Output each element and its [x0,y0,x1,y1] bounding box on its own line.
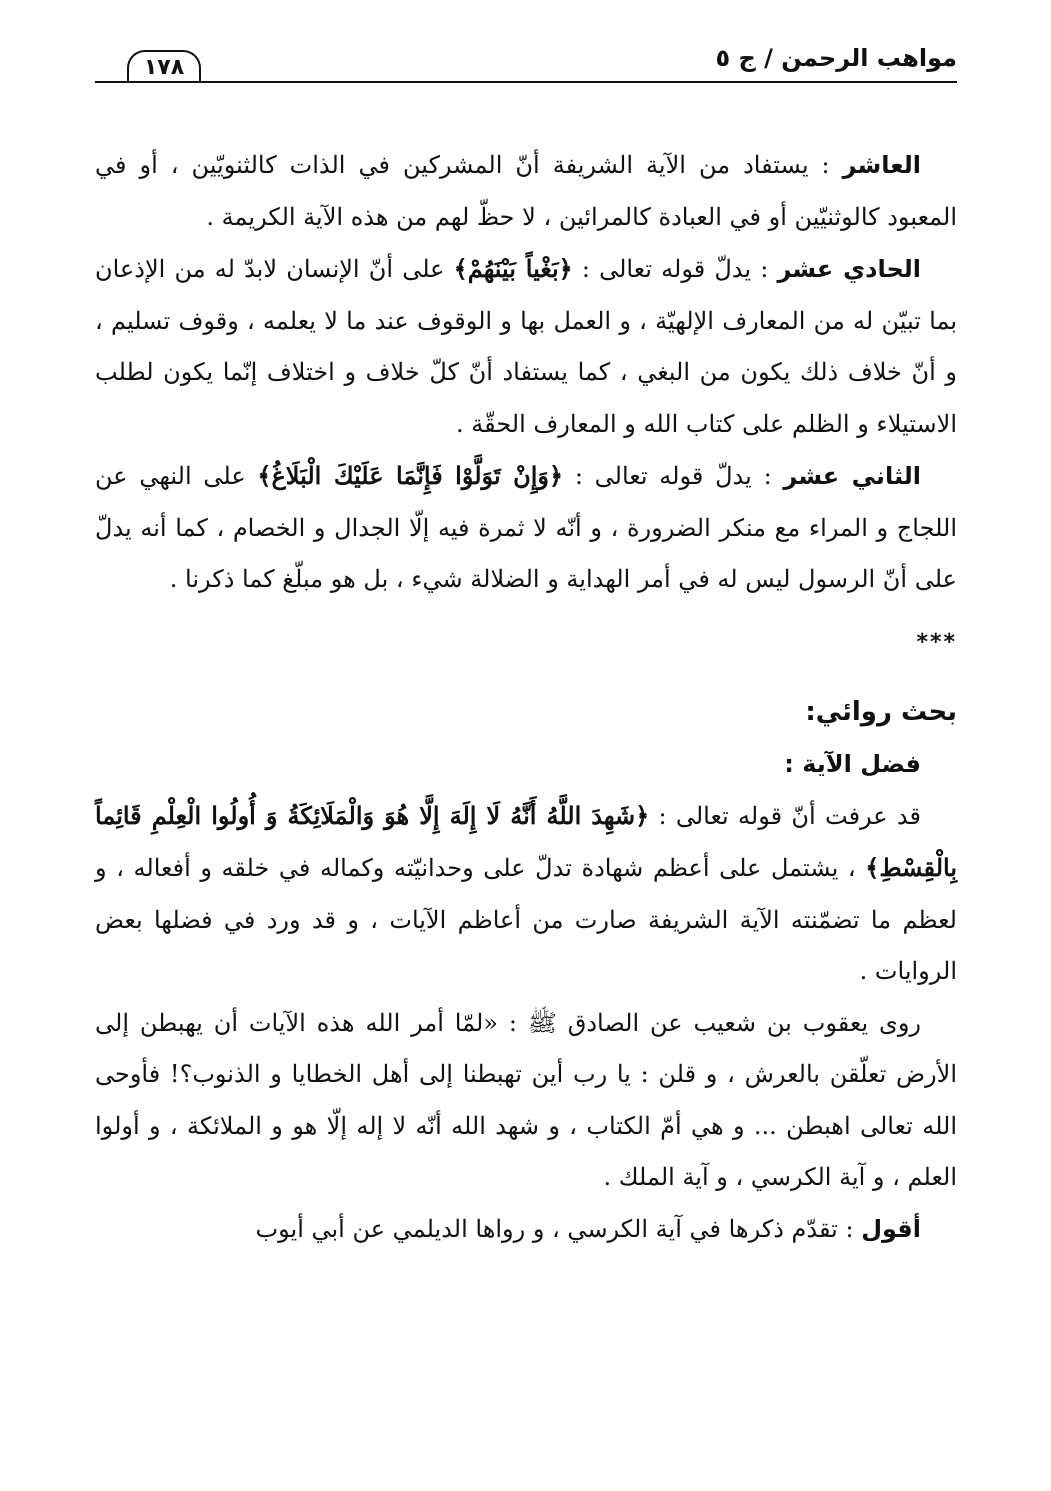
paragraph-text: : يدلّ قوله تعالى : [563,462,772,490]
paragraph-aqul [95,1204,957,1256]
paragraph-label: العاشر [842,151,921,179]
running-title: مواهب الرحمن / ج ٥ [715,44,957,72]
page-body [95,140,957,1255]
quran-quote: ﴿وَإِنْ تَوَلَّوْا فَإِنَّمَا عَلَيْكَ الْبَلَاغُ﴾ [257,461,564,490]
paragraph-twelfth [95,450,957,606]
paragraph-tenth [95,140,957,243]
paragraph-label: أقول [861,1214,921,1243]
quran-quote: ﴿شَهِدَ اللَّهُ أَنَّهُ لَا إِلَهَ إِلَّا هُوَ وَالْمَلَائِكَةُ وَ أُولُوا الْعِلْمِ قَائِماً بِالْقِسْطِ﴾ [95,800,957,882]
quran-quote: ﴿بَغْياً بَيْنَهُمْ﴾ [453,254,573,283]
section-separator: *** [916,629,957,655]
paragraph-narration: روى يعقوب بن شعيب عن الصادق ﷺ : «لمّا أمر الله هذه الآيات أن يهبطن إلى الأرض تعلّقن بالعرش ، و قلن : يا رب أين تهبطنا إلى أهل الخطايا و الذنوب؟! فأوحى الله تعالى اهبطن ... و هي أمّ الكتاب ، و شهد الله أنّه لا إله إلّا هو و الملائكة ، و أولوا العلم ، و آية الكرسي ، و آية الملك . [95,1008,957,1191]
paragraph-intro [95,790,957,998]
paragraph-text: على النهي عن اللجاج و المراء مع منكر الضرورة ، و أنّه لا ثمرة فيه إلّا الجدال و الخصام ، كما أنه يدلّ على أنّ الرسول ليس له في أمر الهداية و الضلالة شيء ، بل هو مبلّغ كما ذكرنا . [95,462,957,593]
paragraph-text: : يستفاد من الآية الشريفة أنّ المشركين في الذات كالثنويّين ، أو في المعبود كالوثنيّين أو في العبادة كالمرائين ، لا حظّ لهم من هذه الآية الكريمة . [95,151,957,231]
paragraph-text: : يدلّ قوله تعالى : [572,255,769,283]
paragraph-text: ، يشتمل على أعظم شهادة تدلّ على وحدانيّته وكماله في خلقه و أفعاله ، و لعظم ما تضمّنته الآية الشريفة صارت من أعاظم الآيات ، و قد ورد في فضلها بعض الروايات . [95,854,957,985]
header-rule [95,81,957,83]
paragraph-text: : تقدّم ذكرها في آية الكرسي ، و رواها الديلمي عن أبي أيوب [255,1214,854,1243]
page-header [95,38,957,98]
section-subtitle: فضل الآية : [784,749,921,778]
paragraph-text: قد عرفت أنّ قوله تعالى : [649,801,921,830]
section-title: بحث روائي: [805,696,957,727]
page-number: ١٧٨ [127,50,201,82]
paragraph-eleventh [95,243,957,450]
paragraph-label: الحادي عشر [777,255,921,283]
paragraph-text: على أنّ الإنسان لابدّ له من الإذعان بما تبيّن له من المعارف الإلهيّة ، و العمل بها و الوقوف عند ما لا يعلمه ، وقوف تسليم ، و أنّ خلاف ذلك يكون من البغي ، كما يستفاد أنّ كلّ خلاف و اختلاف إنّما يكون لطلب الاستيلاء و الظلم على كتاب الله و المعارف الحقّة . [95,255,957,438]
paragraph-label: الثاني عشر [783,462,921,490]
